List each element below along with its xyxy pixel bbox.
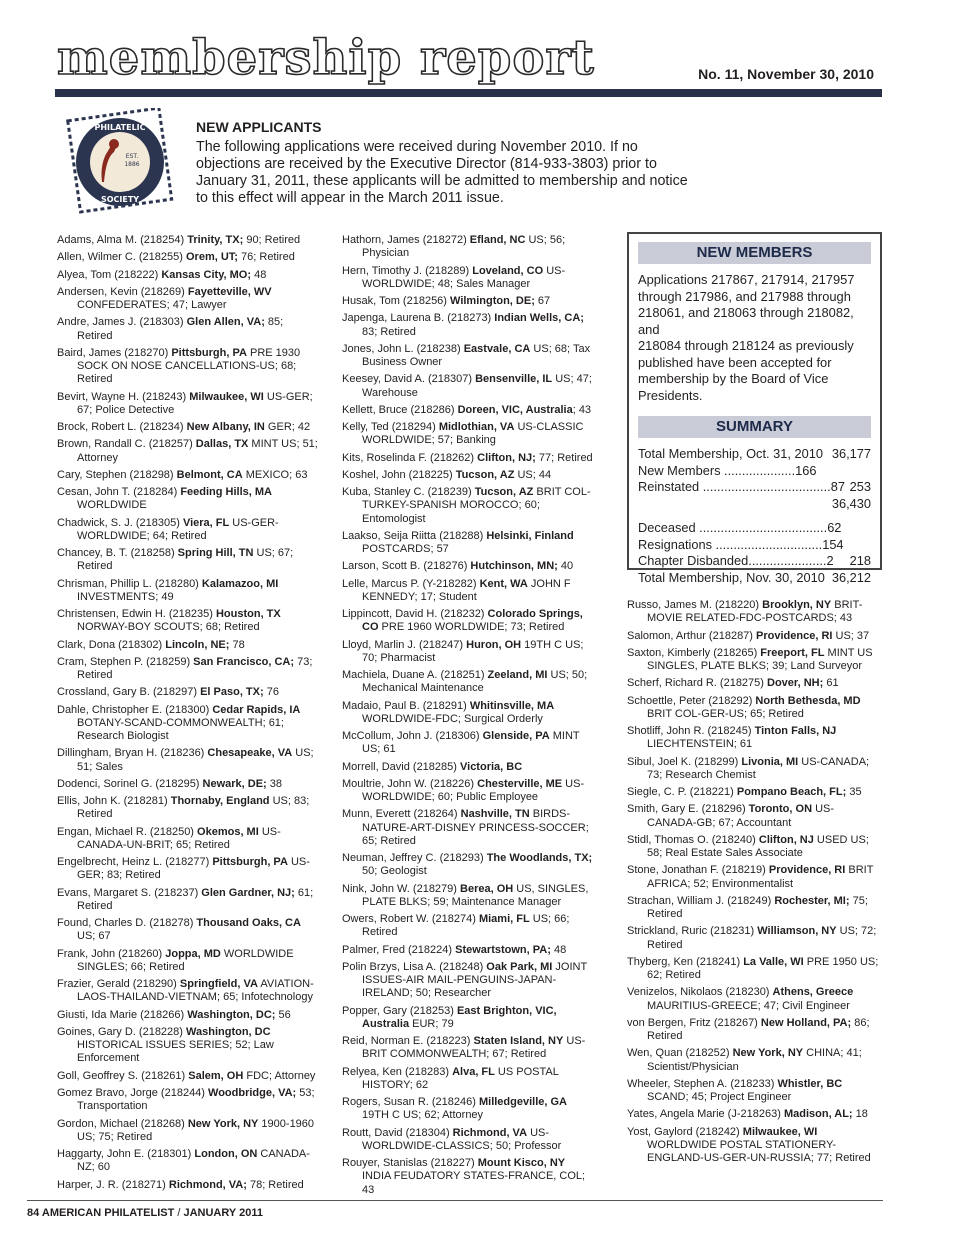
applicant-location: Livonia, MI: [741, 755, 799, 768]
applicant-entry: Kits, Roselinda F. (218262) Clifton, NJ; 77; Retired: [342, 451, 593, 464]
applicant-entry: Frank, John (218260) Joppa, MD WORLDWIDE SINGLES; 66; Retired: [57, 947, 294, 973]
applicant-location: The Woodlands, TX;: [486, 852, 593, 865]
applicant-entry: Engelbrecht, Heinz L. (218277) Pittsburgh, PA US-GER; 83; Retired: [57, 856, 310, 882]
applicant-entry: Relyea, Ken (218283) Alva, FL US POSTAL HISTORY; 62: [342, 1065, 559, 1091]
applicant-entry: Baird, James (218270) Pittsburgh, PA PRE 1930 SOCK ON NOSE CANCELLATIONS-US; 68; Retired: [57, 346, 301, 386]
applicant-location: Pittsburgh, PA: [171, 346, 247, 359]
applicant-location: Stewartstown, PA;: [455, 943, 551, 956]
applicant-location: Rochester, MI;: [774, 894, 850, 907]
applicant-location: Madison, AL;: [783, 1108, 853, 1121]
applicant-location: Dallas, TX: [195, 438, 249, 451]
applicant-entry: Strachan, William J. (218249) Rochester, MI; 75; Retired: [627, 894, 868, 921]
applicant-location: Alva, FL: [452, 1065, 495, 1078]
applicant-location: New York, NY: [732, 1047, 804, 1060]
summary-row: New Members ....................166: [638, 462, 817, 478]
applicant-location: North Bethesda, MD: [755, 694, 861, 707]
applicant-location: New Holland, PA;: [760, 1016, 852, 1029]
applicant-entry: Owers, Robert W. (218274) Miami, FL US; 66; Retired: [342, 913, 570, 939]
applicant-entry: Chancey, B. T. (218258) Spring Hill, TN US; 67; Retired: [57, 547, 294, 573]
applicant-location: Berea, OH: [460, 882, 514, 895]
applicant-location: Miami, FL: [478, 913, 530, 926]
applicant-entry: Russo, James M. (218220) Brooklyn, NY BRIT-MOVIE RELATED-FDC-POSTCARDS; 43: [627, 599, 863, 625]
summary-row: Reinstated ....................................87 253: [638, 479, 871, 494]
footer-rule: [27, 1200, 883, 1201]
applicant-entry: Kelly, Ted (218294) Midlothian, VA US-CLASSIC WORLDWIDE; 57; Banking: [342, 421, 584, 447]
applicant-location: Glenside, PA: [482, 730, 550, 743]
applicant-entry: Venizelos, Nikolaos (218230) Athens, Greece MAURITIUS-GREECE; 47; Civil Engineer: [627, 986, 854, 1012]
applicant-location: Lincoln, NE;: [165, 638, 230, 651]
applicant-entry: Siegle, C. P. (218221) Pompano Beach, FL; 35: [627, 786, 862, 799]
applicant-entry: Munn, Everett (218264) Nashville, TN BIRDS-NATURE-ART-DISNEY PRINCESS-SOCCER; 65; Retired: [342, 808, 589, 847]
applicant-location: Mount Kisco, NY: [477, 1157, 566, 1170]
new-members-heading: NEW MEMBERS: [638, 242, 871, 264]
applicant-location: Thousand Oaks, CA: [196, 917, 301, 930]
applicant-location: Oak Park, MI: [486, 960, 553, 973]
applicant-entry: Kellett, Bruce (218286) Doreen, VIC, Australia; 43: [342, 403, 592, 416]
applicant-entry: Chrisman, Phillip L. (218280) Kalamazoo, MI INVESTMENTS; 49: [57, 577, 279, 603]
applicant-entry: Giusti, Ida Marie (218266) Washington, DC; 56: [57, 1008, 291, 1021]
issue-number: No. 11, November 30, 2010: [698, 66, 874, 82]
applicant-entry: Nink, John W. (218279) Berea, OH US, SINGLES, PLATE BLKS; 59; Maintenance Manager: [342, 882, 589, 908]
applicant-entry: Salomon, Arthur (218287) Providence, RI US; 37: [627, 629, 870, 642]
applicants-column-1: [57, 234, 319, 1196]
applicant-location: Salem, OH: [188, 1069, 244, 1082]
applicant-entry: Frazier, Gerald (218290) Springfield, VA AVIATION-LAOS-THAILAND-VIETNAM; 65; Infotechnology: [57, 978, 314, 1004]
header-rule: [55, 89, 882, 97]
applicant-entry: Christensen, Edwin H. (218235) Houston, TX NORWAY-BOY SCOUTS; 68; Retired: [57, 608, 281, 634]
applicant-location: Milwaukee, WI: [742, 1125, 818, 1138]
applicant-entry: Wen, Quan (218252) New York, NY CHINA; 41; Scientist/Physician: [627, 1047, 862, 1073]
applicant-entry: Adams, Alma M. (218254) Trinity, TX; 90; Retired: [57, 234, 301, 246]
applicant-entry: Schoettle, Peter (218292) North Bethesda, MD BRIT COL-GER-US; 65; Retired: [627, 694, 861, 720]
applicant-entry: Japenga, Laurena B. (218273) Indian Wells, CA; 83; Retired: [342, 312, 584, 338]
applicant-location: El Paso, TX;: [200, 686, 264, 699]
summary-heading: SUMMARY: [638, 416, 871, 438]
applicant-location: Chesapeake, VA: [207, 747, 293, 760]
applicant-entry: Alyea, Tom (218222) Kansas City, MO; 48: [57, 268, 267, 281]
svg-text:1886: 1886: [124, 161, 140, 168]
applicant-entry: Engan, Michael R. (218250) Okemos, MI US-CANADA-UN-BRIT; 65; Retired: [57, 825, 281, 851]
applicant-entry: Thyberg, Ken (218241) La Valle, WI PRE 1950 US; 62; Retired: [627, 955, 879, 982]
applicant-location: Whitinsville, MA: [469, 699, 555, 712]
applicant-location: San Francisco, CA;: [193, 655, 295, 668]
applicant-entry: Clark, Dona (218302) Lincoln, NE; 78: [57, 638, 245, 651]
applicant-location: London, ON: [194, 1148, 258, 1161]
applicant-entry: Yost, Gaylord (218242) Milwaukee, WI WORLDWIDE POSTAL STATIONERY-ENGLAND-US-GER-UN-RUSSIA; 77; Retired: [627, 1125, 871, 1165]
applicant-entry: Popper, Gary (218253) East Brighton, VIC, Australia EUR; 79: [342, 1004, 557, 1030]
applicant-entry: Goll, Geoffrey S. (218261) Salem, OH FDC; Attorney: [57, 1069, 316, 1082]
applicant-location: Washington, DC: [186, 1026, 271, 1039]
applicant-entry: Polin Brzys, Lisa A. (218248) Oak Park, MI JOINT ISSUES-AIR MAIL-PENGUINS-JAPAN-IRELAND; 50; Researcher: [342, 960, 587, 1000]
applicant-location: Victoria, BC: [460, 760, 523, 773]
applicant-location: Houston, TX: [215, 608, 281, 621]
applicant-entry: Machiela, Duane A. (218251) Zeeland, MI US; 50; Mechanical Maintenance: [342, 669, 588, 695]
applicant-location: Toronto, ON: [748, 803, 813, 816]
page-number: 84: [27, 1207, 40, 1219]
new-members-text: Applications 217867, 217914, 217957 through 217986, and 217988 through 218061, and 218063 through 218082, and 218084 through 218124 as previously published have been accepted for membership by the Board of Vice Presidents.: [638, 272, 855, 403]
applicant-location: Hutchinson, MN;: [470, 560, 558, 573]
applicant-location: Clifton, NJ: [758, 833, 814, 846]
applicant-location: Bensenville, IL: [475, 373, 553, 386]
applicant-entry: Jones, John L. (218238) Eastvale, CA US; 68; Tax Business Owner: [342, 342, 591, 368]
applicant-location: Kent, WA: [479, 577, 528, 590]
applicant-location: Zeeland, MI: [487, 669, 548, 682]
applicant-entry: Gomez Bravo, Jorge (218244) Woodbridge, VA; 53; Transportation: [57, 1087, 315, 1113]
applicant-entry: Scherf, Richard R. (218275) Dover, NH; 61: [627, 677, 839, 690]
applicant-entry: McCollum, John J. (218306) Glenside, PA MINT US; 61: [342, 730, 580, 756]
applicant-entry: Lippincott, David H. (218232) Colorado Springs, CO PRE 1960 WORLDWIDE; 73; Retired: [342, 608, 583, 634]
applicant-location: Pompano Beach, FL;: [736, 786, 847, 799]
applicant-location: Chesterville, ME: [477, 777, 563, 790]
page-footer: 84 AMERICAN PHILATELIST / JANUARY 2011: [27, 1207, 263, 1219]
applicant-location: La Valle, WI: [743, 955, 804, 968]
applicant-location: Orem, UT;: [186, 251, 238, 264]
applicants-column-2: [342, 234, 594, 1201]
applicant-entry: Allen, Wilmer C. (218255) Orem, UT; 76; Retired: [57, 251, 295, 264]
applicant-location: Doreen, VIC, Australia: [457, 403, 573, 416]
applicant-location: Pittsburgh, PA: [212, 856, 288, 869]
applicant-location: Helsinki, Finland: [486, 529, 574, 542]
applicant-location: Newark, DE;: [202, 777, 267, 790]
applicant-entry: Evans, Margaret S. (218237) Glen Gardner, NJ; 61; Retired: [57, 886, 314, 912]
applicant-entry: Koshel, John (218225) Tucson, AZ US; 44: [342, 468, 552, 481]
applicant-entry: Crossland, Gary B. (218297) El Paso, TX; 76: [57, 686, 279, 699]
applicant-entry: Wheeler, Stephen A. (218233) Whistler, BC SCAND; 45; Project Engineer: [627, 1077, 843, 1104]
applicant-entry: Stidl, Thomas O. (218240) Clifton, NJ USED US; 58; Real Estate Sales Associate: [627, 833, 869, 860]
applicant-location: Providence, RI: [756, 629, 833, 642]
applicant-entry: Andre, James J. (218303) Glen Allen, VA; 85; Retired: [57, 316, 284, 342]
applicant-entry: Rouyer, Stanislas (218227) Mount Kisco, NY INDIA FEUDATORY STATES-FRANCE, COL; 43: [342, 1157, 586, 1196]
applicant-entry: Larson, Scott B. (218276) Hutchinson, MN; 40: [342, 560, 574, 573]
magazine-name: AMERICAN PHILATELIST: [41, 1207, 175, 1219]
applicant-location: Springfield, VA: [179, 978, 258, 991]
applicant-entry: Cary, Stephen (218298) Belmont, CA MEXICO; 63: [57, 468, 308, 481]
applicant-location: Clifton, NJ;: [477, 451, 536, 464]
applicant-location: Tinton Falls, NJ: [754, 725, 837, 738]
applicant-location: Okemos, MI: [197, 825, 259, 838]
applicant-entry: Brock, Robert L. (218234) New Albany, IN GER; 42: [57, 421, 311, 434]
applicant-location: Nashville, TN: [460, 808, 530, 821]
applicant-entry: Lelle, Marcus P. (Y-218282) Kent, WA JOHN F KENNEDY; 17; Student: [342, 577, 571, 603]
applicant-entry: Goines, Gary D. (218228) Washington, DC HISTORICAL ISSUES SERIES; 52; Law Enforcement: [57, 1026, 274, 1065]
applicant-entry: Smith, Gary E. (218296) Toronto, ON US-CANADA-GB; 67; Accountant: [627, 803, 835, 829]
applicant-entry: Cram, Stephen P. (218259) San Francisco, CA; 73; Retired: [57, 655, 313, 682]
applicant-entry: Chadwick, S. J. (218305) Viera, FL US-GER-WORLDWIDE; 64; Retired: [57, 516, 279, 542]
applicant-entry: Rogers, Susan R. (218246) Milledgeville, GA 19TH C US; 62; Attorney: [342, 1096, 567, 1122]
applicant-entry: Moultrie, John W. (218226) Chesterville, ME US-WORLDWIDE; 60; Public Employee: [342, 777, 585, 804]
summary-spacer: [638, 512, 871, 520]
applicant-entry: Stone, Jonathan F. (218219) Providence, RI BRIT AFRICA; 52; Environmentalist: [627, 864, 874, 890]
applicant-location: Washington, DC;: [187, 1008, 276, 1021]
applicant-location: Wilmington, DE;: [450, 295, 535, 307]
applicant-entry: Brown, Randall C. (218257) Dallas, TX MINT US; 51; Attorney: [57, 438, 318, 464]
summary-row: Total Membership, Oct. 31, 2010 36,177: [638, 446, 871, 461]
applicant-location: Woodbridge, VA;: [208, 1087, 297, 1100]
applicants-column-3: [627, 599, 883, 1169]
applicant-location: New Albany, IN: [186, 421, 265, 434]
applicant-entry: Husak, Tom (218256) Wilmington, DE; 67: [342, 295, 551, 307]
applicant-entry: Saxton, Kimberly (218265) Freeport, FL MINT US SINGLES, PLATE BLKS; 39; Land Surveyor: [627, 646, 873, 672]
applicant-location: Milwaukee, WI: [189, 390, 264, 403]
applicant-location: Tucson, AZ: [474, 486, 534, 499]
applicant-entry: Ellis, John K. (218281) Thornaby, England US; 83; Retired: [57, 795, 310, 821]
applicant-location: Glen Gardner, NJ;: [201, 886, 295, 899]
svg-text:PHILATELIC: PHILATELIC: [94, 123, 146, 132]
applicant-location: Efland, NC: [469, 234, 526, 246]
applicant-location: Fayetteville, WV: [187, 285, 272, 298]
applicant-entry: Gordon, Michael (218268) New York, NY 1900-1960 US; 75; Retired: [57, 1117, 315, 1143]
summary-row: Total Membership, Nov. 30, 2010 36,212: [638, 569, 871, 585]
applicant-entry: Laakso, Seija Riitta (218288) Helsinki, Finland POSTCARDS; 57: [342, 529, 574, 556]
applicant-entry: Neuman, Jeffrey C. (218293) The Woodlands, TX; 50; Geologist: [342, 852, 593, 878]
applicant-entry: Morrell, David (218285) Victoria, BC: [342, 760, 523, 773]
applicant-entry: Madaio, Paul B. (218291) Whitinsville, MA WORLDWIDE-FDC; Surgical Orderly: [342, 699, 555, 725]
new-applicants-intro: [196, 119, 716, 207]
applicant-location: Spring Hill, TN: [177, 547, 254, 560]
applicant-location: Whistler, BC: [777, 1077, 843, 1090]
summary-table: [638, 446, 871, 586]
applicant-entry: Sibul, Joel K. (218299) Livonia, MI US-CANADA; 73; Research Chemist: [627, 755, 870, 781]
applicant-entry: Keesey, David A. (218307) Bensenville, IL US; 47; Warehouse: [342, 373, 592, 399]
applicant-location: Williamson, NY: [757, 925, 837, 938]
applicant-location: Staten Island, NY: [473, 1035, 564, 1048]
applicant-entry: Hathorn, James (218272) Efland, NC US; 56; Physician: [342, 234, 566, 260]
applicant-location: Freeport, FL: [760, 646, 825, 659]
applicant-entry: Hern, Timothy J. (218289) Loveland, CO US-WORLDWIDE; 48; Sales Manager: [342, 264, 566, 290]
applicant-entry: Andersen, Kevin (218269) Fayetteville, WV CONFEDERATES; 47; Lawyer: [57, 285, 272, 312]
applicant-location: Richmond, VA;: [168, 1178, 247, 1191]
summary-row: Resignations ..............................154: [638, 536, 844, 552]
applicant-entry: Cesan, John T. (218284) Feeding Hills, MA WORLDWIDE: [57, 486, 273, 512]
applicant-entry: Routt, David (218304) Richmond, VA US-WORLDWIDE-CLASSICS; 50; Professor: [342, 1126, 562, 1152]
applicant-location: Richmond, VA: [452, 1126, 528, 1139]
applicant-location: Cedar Rapids, IA: [212, 703, 301, 716]
masthead-title: membership report: [57, 30, 595, 86]
applicant-location: Dover, NH;: [767, 677, 824, 690]
applicant-location: Glen Allen, VA;: [186, 316, 265, 329]
applicant-entry: Palmer, Fred (218224) Stewartstown, PA; 48: [342, 943, 567, 956]
applicant-entry: Dodenci, Sorinel G. (218295) Newark, DE; 38: [57, 777, 283, 790]
applicant-entry: Found, Charles D. (218278) Thousand Oaks, CA US; 67: [57, 917, 301, 943]
summary-row: 36,430: [831, 495, 871, 511]
summary-row: Chapter Disbanded......................2 218: [638, 553, 871, 568]
applicant-entry: Reid, Norman E. (218223) Staten Island, NY US-BRIT COMMONWEALTH; 67; Retired: [342, 1035, 586, 1061]
applicant-location: Trinity, TX;: [187, 234, 244, 246]
applicant-location: Indian Wells, CA;: [494, 312, 584, 325]
applicant-entry: Bevirt, Wayne H. (218243) Milwaukee, WI US-GER; 67; Police Detective: [57, 390, 313, 416]
applicant-location: Milledgeville, GA: [478, 1096, 567, 1109]
applicant-location: East Brighton, VIC, Australia: [362, 1004, 557, 1030]
applicant-location: Midlothian, VA: [438, 421, 515, 434]
applicant-entry: Haggarty, John E. (218301) London, ON CANADA-NZ; 60: [57, 1148, 310, 1174]
applicant-location: Eastvale, CA: [463, 342, 531, 355]
svg-text:EST.: EST.: [125, 153, 139, 160]
applicant-entry: Dillingham, Bryan H. (218236) Chesapeake, VA US; 51; Sales: [57, 747, 314, 773]
applicant-entry: von Bergen, Fritz (218267) New Holland, PA; 86; Retired: [627, 1016, 870, 1043]
svg-text:SOCIETY: SOCIETY: [100, 195, 140, 204]
new-applicants-heading: NEW APPLICANTS: [196, 119, 322, 135]
applicant-location: Tucson, AZ: [455, 468, 515, 481]
applicant-entry: Shotliff, John R. (218245) Tinton Falls, NJ LIECHTENSTEIN; 61: [627, 725, 837, 751]
applicant-location: Thornaby, England: [170, 795, 270, 808]
applicant-location: Feeding Hills, MA: [180, 486, 273, 499]
applicant-location: Colorado Springs, CO: [362, 608, 583, 634]
summary-row: Deceased ....................................62: [638, 520, 842, 535]
new-members-summary-box: [627, 232, 882, 585]
applicant-location: Brooklyn, NY: [762, 599, 832, 611]
issue-date: JANUARY 2011: [183, 1207, 263, 1219]
applicant-location: New York, NY: [187, 1117, 259, 1130]
intro-paragraph: The following applications were received during November 2010. If no objections are received by the Executive Director (814-933-3803) prior to January 31, 2011, these applicants will be admitted to membership and notice to this effect will appear in the March 2011 issue.: [196, 139, 688, 206]
applicant-location: Loveland, CO: [472, 264, 544, 277]
aps-seal-logo: [58, 108, 182, 216]
applicant-location: Athens, Greece: [772, 986, 854, 999]
applicant-location: Joppa, MD: [165, 947, 221, 960]
applicant-entry: Harper, J. R. (218271) Richmond, VA; 78; Retired: [57, 1178, 304, 1191]
applicant-location: Huron, OH: [466, 638, 522, 651]
applicant-entry: Dahle, Christopher E. (218300) Cedar Rapids, IA BOTANY-SCAND-COMMONWEALTH; 61; Research Biologist: [57, 703, 301, 743]
applicant-entry: Strickland, Ruric (218231) Williamson, NY US; 72; Retired: [627, 925, 877, 951]
applicant-location: Providence, RI: [768, 864, 846, 877]
applicant-location: Viera, FL: [182, 516, 230, 529]
applicant-location: Kalamazoo, MI: [201, 577, 279, 590]
applicant-location: Belmont, CA: [176, 468, 243, 481]
applicant-location: Kansas City, MO;: [161, 268, 252, 281]
applicant-entry: Kuba, Stanley C. (218239) Tucson, AZ BRIT COL-TURKEY-SPANISH MOROCCO; 60; Entomologist: [342, 486, 591, 525]
applicant-entry: Lloyd, Marlin J. (218247) Huron, OH 19TH C US; 70; Pharmacist: [342, 638, 584, 664]
applicant-entry: Yates, Angela Marie (J-218263) Madison, AL; 18: [627, 1108, 868, 1121]
